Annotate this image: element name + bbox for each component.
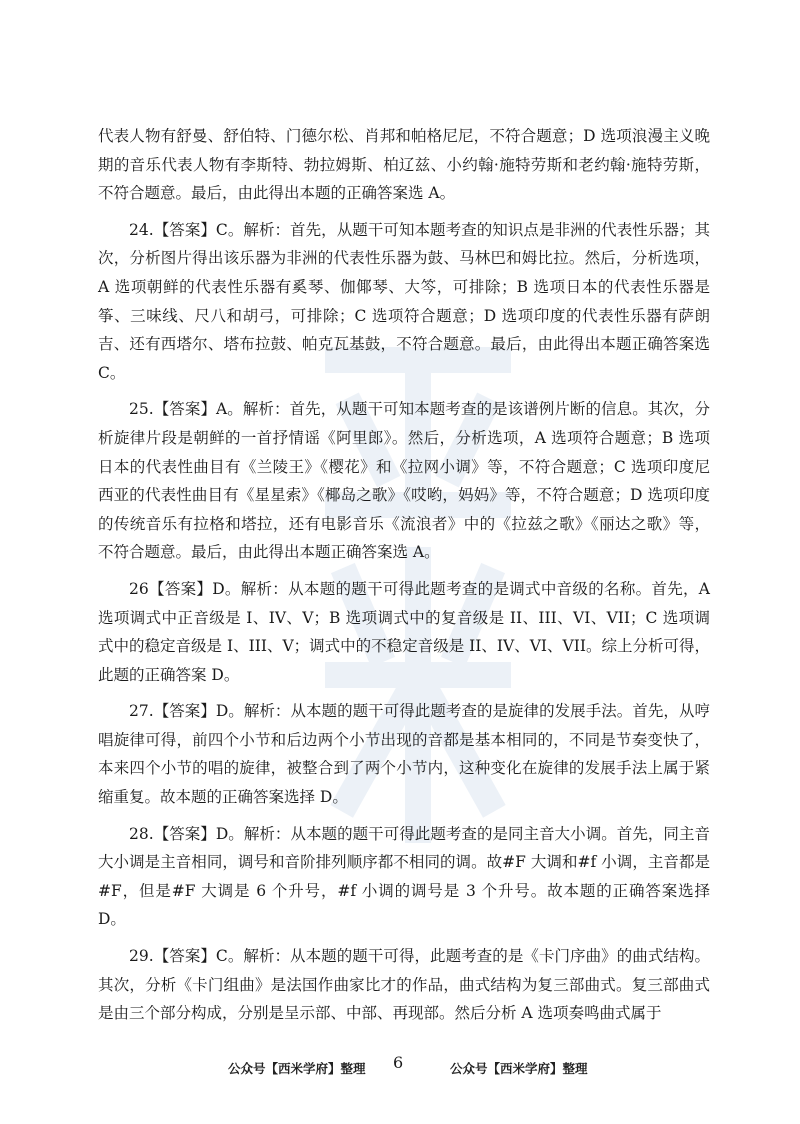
answer-explanations [98,122,710,1036]
paragraph-answer-24: 24.【答案】C。解析：首先，从题干可知本题考查的知识点是非洲的代表性乐器；其次，分析图片得出该乐器为非洲的代表性乐器为鼓、马林巴和姆比拉。然后，分析选项，A 选项朝鲜的代表性乐器有奚琴、伽倻琴、大笒，可排除；B 选项日本的代表性乐器是筝、三味线、尺八和胡弓，可排除；C 选项符合题意；D 选项印度的代表性乐器有萨朗吉、还有西塔尔、塔布拉鼓、帕克瓦基鼓，不符合题意。最后，由此得出本题正确答案选 C。 [98,220,710,382]
paragraph-answer-25: 25.【答案】A。解析：首先，从题干可知本题考查的是该谱例片断的信息。其次，分析旋律片段是朝鲜的一首抒情谣《阿里郎》。然后，分析选项，A 选项符合题意；B 选项日本的代表性曲目有《兰陵王》《樱花》和《拉网小调》等，不符合题意；C 选项印度尼西亚的代表性曲目有《星星索》《椰岛之歌》《哎哟，妈妈》等，不符合题意；D 选项印度的传统音乐有拉格和塔拉，还有电影音乐《流浪者》中的《拉兹之歌》《丽达之歌》等，不符合题意。最后，由此得出本题正确答案选 A。 [98,400,710,562]
footer-credit-left: 公众号【西米学府】整理 [228,1061,366,1076]
paragraph-answer-28: 28.【答案】D。解析：从本题的题干可得此题考查的是同主音大小调。首先，同主音大小调是主音相同，调号和音阶排列顺序都不相同的调。故#F 大调和#f 小调，主音都是#F，但是#F 大调是 6 个升号，#f 小调的调号是 3 个升号。故本题的正确答案选择 D。 [98,824,710,929]
page-footer [0,1053,800,1083]
page-number: 6 [393,1053,404,1072]
footer-credit-right: 公众号【西米学府】整理 [450,1061,588,1076]
paragraph-answer-29: 29.【答案】C。解析：从本题的题干可得，此题考查的是《卡门序曲》的曲式结构。其次，分析《卡门组曲》是法国作曲家比才的作品，曲式结构为复三部曲式。复三部曲式是由三个部分构成，分别是呈示部、中部、再现部。然后分析 A 选项奏鸣曲式属于 [98,947,710,1023]
paragraph-answer-26: 26【答案】D。解析：从本题的题干可得此题考查的是调式中音级的名称。首先，A 选项调式中正音级是 I、IV、V；B 选项调式中的复音级是 II、III、VI、VII；C 选项调式中的稳定音级是 I、III、V；调式中的不稳定音级是 II、IV、VI、VII。综上分析可得，此题的正确答案 D。 [98,579,710,684]
paragraph-answer-27: 27.【答案】D。解析：从本题的题干可得此题考查的是旋律的发展手法。首先，从哼唱旋律可得，前四个小节和后边两个小节出现的音都是基本相同的，不同是节奏变快了，本来四个小节的唱的旋律，被整合到了两个小节内，这种变化在旋律的发展手法上属于紧缩重复。故本题的正确答案选择 D。 [98,702,710,807]
paragraph-continuation: 代表人物有舒曼、舒伯特、门德尔松、肖邦和帕格尼尼，不符合题意；D 选项浪漫主义晚期的音乐代表人物有李斯特、勃拉姆斯、柏辽兹、小约翰·施特劳斯和老约翰·施特劳斯，不符合题意。最后，由此得出本题的正确答案选 A。 [98,127,710,203]
